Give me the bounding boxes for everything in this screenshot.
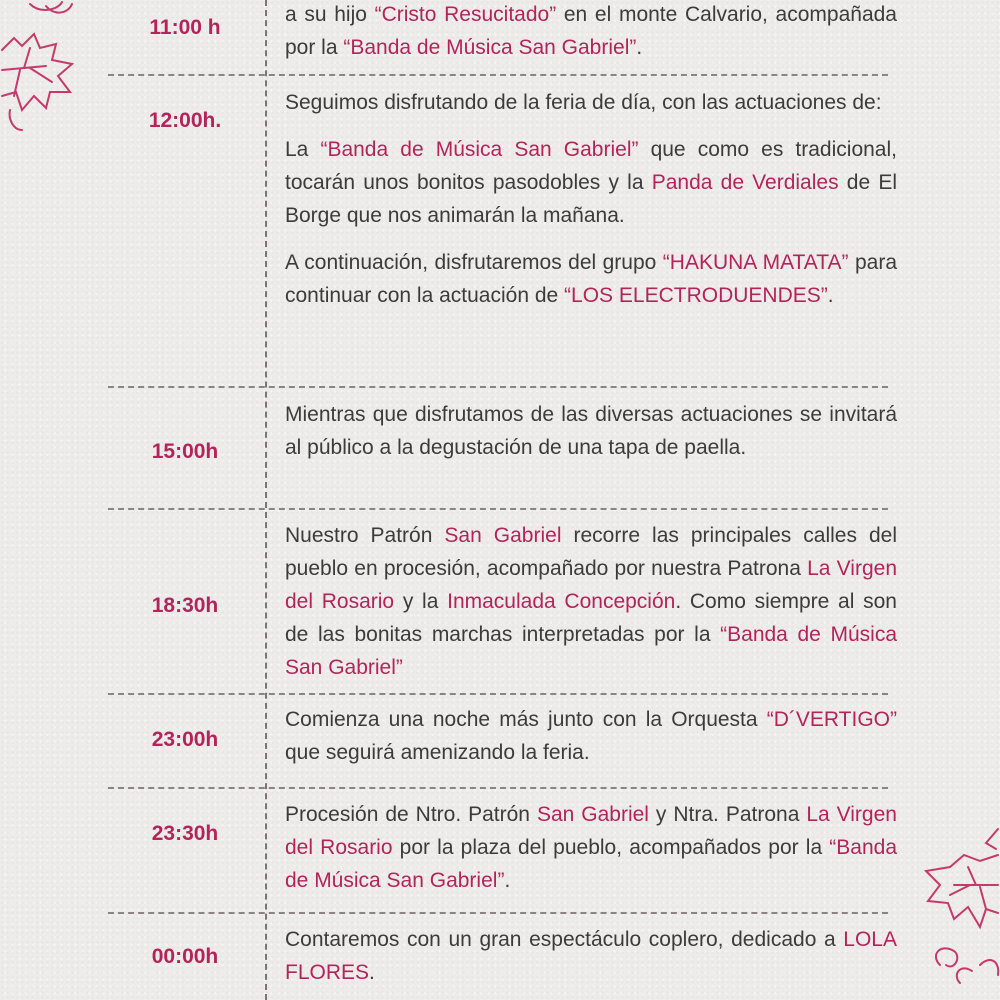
event-time: 15:00h bbox=[151, 440, 219, 463]
event-description bbox=[285, 0, 897, 64]
event-paragraph bbox=[285, 0, 897, 64]
event-time: 12:00h. bbox=[148, 109, 222, 132]
body-text: que como es tradicional, tocarán unos bonitos pasodobles y la bbox=[285, 138, 897, 194]
event-description bbox=[285, 923, 897, 989]
event-paragraph bbox=[285, 703, 897, 769]
highlighted-text: San Gabriel bbox=[536, 803, 649, 826]
row-separator bbox=[108, 74, 888, 76]
highlighted-text: “Cristo Resucitado” bbox=[374, 3, 557, 26]
vine-leaf-bottom-right-icon bbox=[910, 815, 1000, 1000]
highlighted-text: “Banda de Música San Gabriel” bbox=[285, 623, 897, 679]
event-paragraph bbox=[285, 86, 897, 119]
timeline-divider bbox=[265, 0, 267, 1000]
body-text: recorre las principales calles del pueblo en procesión, acompañado por nuestra Patrona bbox=[285, 524, 897, 580]
event-time: 11:00 h bbox=[149, 16, 221, 39]
row-separator bbox=[108, 787, 888, 789]
body-text: La bbox=[285, 138, 321, 161]
body-text: y la bbox=[394, 590, 448, 613]
highlighted-text: “HAKUNA MATATA” bbox=[662, 251, 849, 274]
event-description bbox=[285, 519, 897, 684]
highlighted-text: “D´VERTIGO” bbox=[766, 708, 897, 731]
highlighted-text: “Banda de Música San Gabriel” bbox=[343, 36, 637, 59]
body-text: Seguimos disfrutando de la feria de día, con las actuaciones de: bbox=[285, 91, 882, 114]
body-text: y Ntra. Patrona bbox=[648, 803, 807, 826]
row-separator bbox=[108, 693, 888, 695]
body-text: . bbox=[504, 869, 511, 892]
body-text: de El Borge que nos animarán la mañana. bbox=[285, 171, 897, 227]
event-paragraph bbox=[285, 133, 897, 232]
event-paragraph bbox=[285, 923, 897, 989]
body-text: Contaremos con un gran espectáculo coplero, dedicado a bbox=[285, 928, 844, 951]
highlighted-text: “Banda de Música San Gabriel” bbox=[320, 138, 639, 161]
highlighted-text: La Virgen del Rosario bbox=[285, 557, 897, 613]
highlighted-text: LOLA FLORES bbox=[285, 928, 897, 984]
highlighted-text: “LOS ELECTRODUENDES” bbox=[564, 284, 828, 307]
body-text: . bbox=[827, 284, 834, 307]
event-description bbox=[285, 86, 897, 312]
body-text: Comienza una noche más junto con la Orquesta bbox=[285, 708, 767, 731]
event-description bbox=[285, 703, 897, 769]
body-text: en el monte Calvario, acompañada por la bbox=[285, 3, 897, 59]
body-text: . Como siempre al son de las bonitas marchas interpretadas por la bbox=[285, 590, 897, 646]
event-paragraph bbox=[285, 519, 897, 684]
body-text: . bbox=[369, 961, 375, 984]
body-text: para continuar con la actuación de bbox=[285, 251, 897, 307]
event-description bbox=[285, 798, 897, 897]
event-time: 23:00h bbox=[151, 728, 219, 751]
highlighted-text: “Banda de Música San Gabriel” bbox=[285, 836, 897, 892]
body-text: a su hijo bbox=[285, 3, 375, 26]
event-time: 18:30h bbox=[151, 594, 219, 617]
body-text: A continuación, disfrutaremos del grupo bbox=[285, 251, 663, 274]
body-text: que seguirá amenizando la feria. bbox=[285, 741, 590, 764]
highlighted-text: San Gabriel bbox=[444, 524, 562, 547]
event-paragraph bbox=[285, 246, 897, 312]
body-text: Mientras que disfrutamos de las diversas actuaciones se invitará al público a la degustación de una tapa de paella. bbox=[285, 403, 897, 459]
body-text: . bbox=[636, 36, 643, 59]
event-paragraph bbox=[285, 398, 897, 464]
body-text: Procesión de Ntro. Patrón bbox=[285, 803, 537, 826]
row-separator bbox=[108, 386, 888, 388]
event-time: 00:00h bbox=[151, 945, 219, 968]
body-text: por la plaza del pueblo, acompañados por la bbox=[392, 836, 830, 859]
highlighted-text: La Virgen del Rosario bbox=[285, 803, 897, 859]
row-separator bbox=[108, 912, 888, 914]
row-separator bbox=[108, 508, 888, 510]
event-paragraph bbox=[285, 798, 897, 897]
vine-leaf-top-left-icon bbox=[0, 0, 95, 140]
highlighted-text: Inmaculada Concepción bbox=[447, 590, 676, 613]
highlighted-text: Panda de Verdiales bbox=[651, 171, 839, 194]
event-description bbox=[285, 398, 897, 464]
event-time: 23:30h bbox=[151, 822, 219, 845]
body-text: Nuestro Patrón bbox=[285, 524, 445, 547]
